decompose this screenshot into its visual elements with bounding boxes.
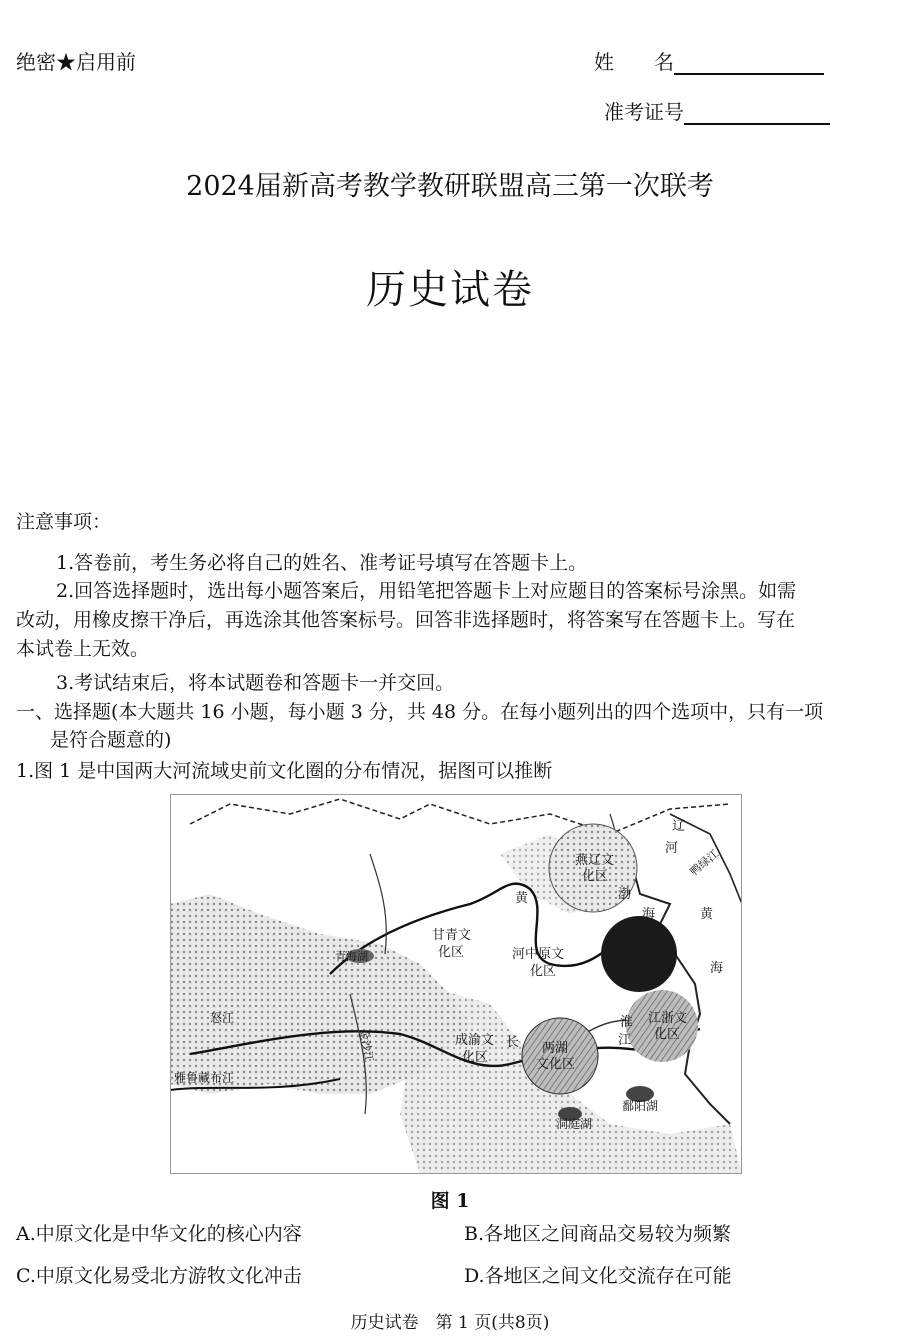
yarlung-label: 雅鲁藏布江 (174, 1071, 235, 1085)
jinsha-label: 金沙江 (357, 1028, 376, 1064)
jiang-zhe-culture-circle (626, 990, 698, 1062)
id-label: 准考证号 (604, 100, 684, 124)
shandong-culture-circle (601, 916, 677, 992)
cheng-yu-label-1: 成渝文 (455, 1033, 495, 1048)
option-b: B.各地区之间商品交易较为频繁 (464, 1223, 732, 1245)
note-item-2-end: 本试卷上无效。 (16, 638, 150, 660)
liao-river-label-2: 河 (665, 841, 679, 856)
yalu-river-label: 鸭绿江 (687, 847, 722, 879)
bohai-label-2: 海 (642, 907, 656, 922)
section-heading: 一、选择题(本大题共 16 小题，每小题 3 分，共 48 分。在每小题列出的四个选项中，只有一项 (16, 701, 824, 723)
exam-title: 2024届新高考教学教研联盟高三第一次联考 (186, 171, 714, 202)
jiang-label: 江 (618, 1033, 632, 1048)
qinghai-lake-label: 青海湖 (335, 950, 368, 963)
cheng-yu-label-2: 化区 (462, 1050, 489, 1065)
he-zhong-yuan-label-2: 化区 (530, 964, 557, 979)
chang-label: 长 (506, 1035, 520, 1050)
liang-hu-label-1: 两湖 (542, 1041, 569, 1056)
he-zhong-yuan-label-1: 河中原文 (512, 947, 565, 962)
liang-hu-culture-circle (522, 1018, 598, 1094)
note-item-2-cont: 改动，用橡皮擦干净后，再选涂其他答案标号。回答非选择题时，将答案写在答题卡上。写在 (16, 609, 796, 631)
id-blank (684, 101, 830, 125)
liao-river-label-1: 辽 (672, 819, 686, 834)
poyang-label: 鄱阳湖 (622, 1099, 659, 1113)
notes-heading: 注意事项： (16, 511, 112, 533)
option-a: A.中原文化是中华文化的核心内容 (16, 1223, 302, 1245)
jiang-zhe-label-1: 江浙文 (648, 1011, 688, 1026)
question-1-stem: 1.图 1 是中国两大河流域史前文化圈的分布情况，据图可以推断 (16, 760, 553, 782)
note-item-1: 1.答卷前，考生务必将自己的姓名、准考证号填写在答题卡上。 (56, 552, 588, 574)
page-footer: 历史试卷 第 1 页(共8页) (350, 1313, 550, 1333)
jiang-zhe-label-2: 化区 (654, 1027, 681, 1042)
yan-liao-label-2: 化区 (582, 869, 609, 884)
option-d: D.各地区之间文化交流存在可能 (464, 1265, 732, 1287)
gan-qing-label-1: 甘青文 (432, 928, 472, 943)
name-label: 姓 名 (594, 50, 674, 74)
nujiang-label: 怒江 (210, 1011, 235, 1025)
prehistoric-culture-map (170, 794, 742, 1174)
yan-liao-label-1: 燕辽文 (575, 853, 615, 868)
name-blank (674, 51, 824, 75)
note-item-2: 2.回答选择题时，选出每小题答案后，用铅笔把答题卡上对应题目的答案标号涂黑。如需 (56, 580, 797, 602)
name-field (594, 46, 824, 75)
yellow-sea-label-2: 海 (710, 961, 724, 976)
confidential-label: 绝密★启用前 (16, 50, 136, 74)
subject-title: 历史试卷 (366, 267, 534, 313)
section-heading-cont: 是符合题意的) (50, 729, 172, 751)
yellow-river-label: 黄 (515, 891, 529, 906)
dongting-label: 洞庭湖 (556, 1117, 593, 1131)
liang-hu-label-2: 文化区 (536, 1057, 576, 1072)
option-c: C.中原文化易受北方游牧文化冲击 (16, 1265, 302, 1287)
bohai-label-1: 渤 (618, 887, 632, 902)
huai-label: 淮 (620, 1015, 634, 1030)
figure-caption: 图 1 (430, 1190, 470, 1212)
yellow-sea-label-1: 黄 (700, 907, 714, 922)
id-field (604, 96, 830, 125)
gan-qing-label-2: 化区 (438, 945, 465, 960)
note-item-3: 3.考试结束后，将本试题卷和答题卡一并交回。 (56, 672, 455, 694)
